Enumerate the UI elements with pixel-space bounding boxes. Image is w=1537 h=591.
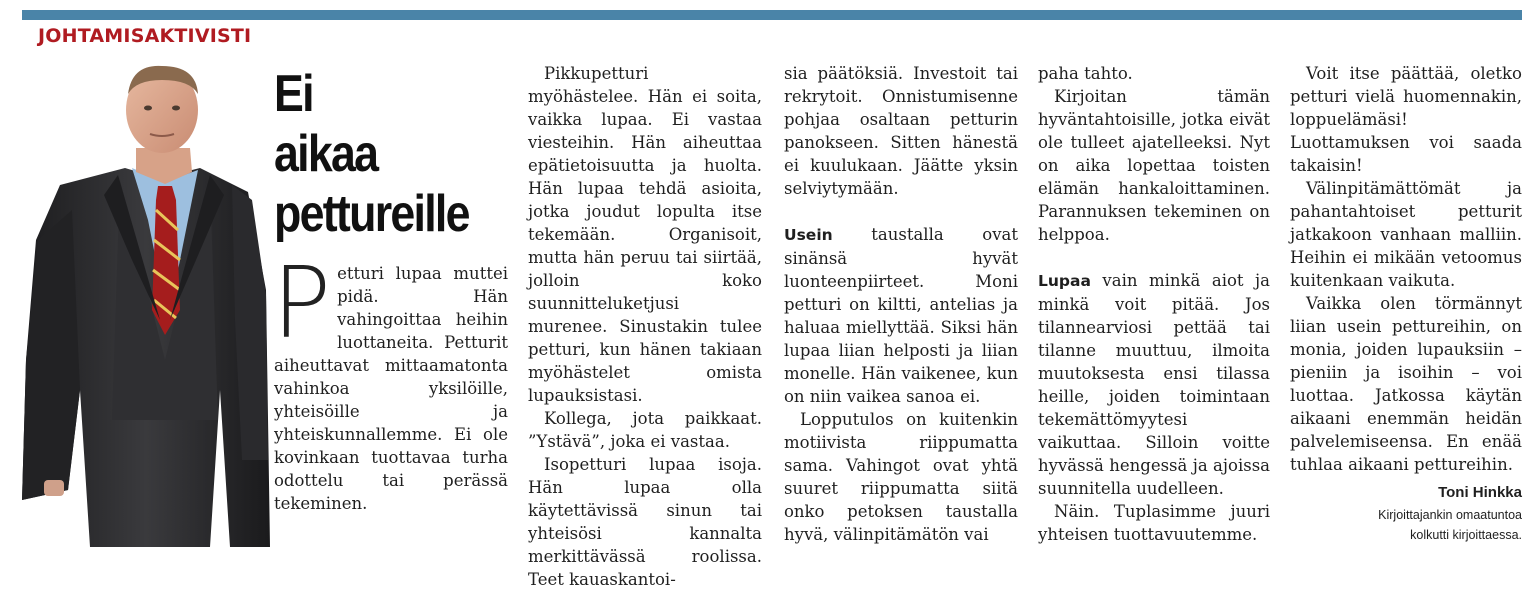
- paragraph: Näin. Tuplasimme juuri yhteisen tuottavuutemme.: [1038, 502, 1270, 544]
- paragraph: Välinpitämättömät ja pahantahtoiset petturit jatkakoon vanhaan malliin. Heihin ei mikään vetoomus kuitenkaan vaikuta.: [1290, 179, 1522, 290]
- signature: [1290, 484, 1522, 545]
- paragraph: Vaikka olen törmännyt liian usein pettureihin, on monia, joiden lupauksiin – pieniin ja isoihin – voi luottaa. Jatkossa käytän aikaani enemmän heidän palvelemiseensa. En enää tuhlaa aikaani pettureihin.: [1290, 294, 1522, 474]
- headline-line-2: aikaa: [274, 125, 378, 183]
- column-2: [528, 62, 762, 591]
- column-5: [1290, 62, 1522, 476]
- paragraph: Kirjoitan tämän hyväntahtoisille, jotka eivät ole tulleet ajatelleeksi. Nyt on aika lopettaa toisten elämän hankaloittaminen. Parannuksen tekeminen on helppoa.: [1038, 87, 1270, 244]
- headline-line-1: Ei: [274, 65, 313, 123]
- section-label: JOHTAMISAKTIVISTI: [38, 25, 252, 47]
- column-4: [1038, 62, 1270, 546]
- column-3: [784, 62, 1018, 546]
- paragraph: Lupaa vain minkä aiot ja minkä voit pitää. Jos tilannearviosi pettää tai tilanne muuttuu, ilmoita muutoksesta ensi tilassa heille, joiden toimintaan tekemättömyytesi vaikuttaa. Silloin voitte hyvässä hengessä ja ajoissa suunnitella uudelleen.: [1038, 271, 1270, 498]
- drop-cap: P: [272, 247, 332, 361]
- column-1: [272, 247, 508, 515]
- top-rule: [22, 10, 1522, 20]
- paragraph-lead: Usein: [784, 226, 833, 244]
- author-photo: [20, 60, 270, 547]
- paragraph: sia päätöksiä. Investoit tai rekrytoit. Onnistumisenne pohjaa osaltaan petturin panokseen. Sitten hänestä ei kuulukaan. Jäätte yksin selviytymään.: [784, 64, 1018, 198]
- paragraph: Pikkupetturi myöhästelee. Hän ei soita, vaikka lupaa. Ei vastaa viesteihin. Hän aiheuttaa epätietoisuutta ja huolta. Hän lupaa tehdä asioita, jotka joudut lopulta itse tekemään. Organisoit, mutta hän peruu tai siirtää, jolloin koko suunnitteluketjusi murenee. Sinustakin tulee petturi, kun hänen takiaan myöhästelet omista lupauksistasi.: [528, 64, 762, 405]
- paragraph-lead: Lupaa: [1038, 272, 1091, 290]
- author-name: Toni Hinkka: [1438, 484, 1522, 501]
- paragraph: Voit itse päättää, oletko petturi vielä huomennakin, loppuelämäsi! Luottamuksen voi saada takaisin!: [1290, 64, 1522, 175]
- headline: [274, 64, 489, 244]
- paragraph: Lopputulos on kuitenkin motiivista riippumatta sama. Vahingot ovat yhtä suuret riippumatta siitä onko petoksen taustalla hyvä, välinpitämätön vai: [784, 410, 1018, 544]
- paragraph: Usein taustalla ovat sinänsä hyvät luonteenpiirteet. Moni petturi on kiltti, antelias ja haluaa miellyttää. Siksi hän lupaa liian helposti ja liian monelle. Hän vaikenee, kun on niin vaikea sanoa ei.: [784, 225, 1018, 406]
- paragraph: Isopetturi lupaa isoja. Hän lupaa olla käytettävissä sinun tai yhteisösi kannalta merkittävässä roolissa. Teet kauaskantoi-: [528, 455, 762, 589]
- headline-line-3: pettureille: [274, 185, 469, 243]
- author-note-line-2: kolkutti kirjoittaessa.: [1410, 528, 1522, 542]
- paragraph: etturi lupaa muttei pidä. Hän vahingoittaa heihin luottaneita. Petturit aiheuttavat mittaamatonta vahinkoa yksilöille, yhteisöille ja yhteiskunnallemme. Ei ole kovinkaan tuottavaa turha odottelu tai perässä tekeminen.: [274, 264, 508, 513]
- author-note-line-1: Kirjoittajankin omaatuntoa: [1378, 508, 1522, 522]
- paragraph: paha tahto.: [1038, 64, 1133, 83]
- paragraph: Kollega, jota paikkaat. ”Ystävä”, joka ei vastaa.: [528, 409, 762, 451]
